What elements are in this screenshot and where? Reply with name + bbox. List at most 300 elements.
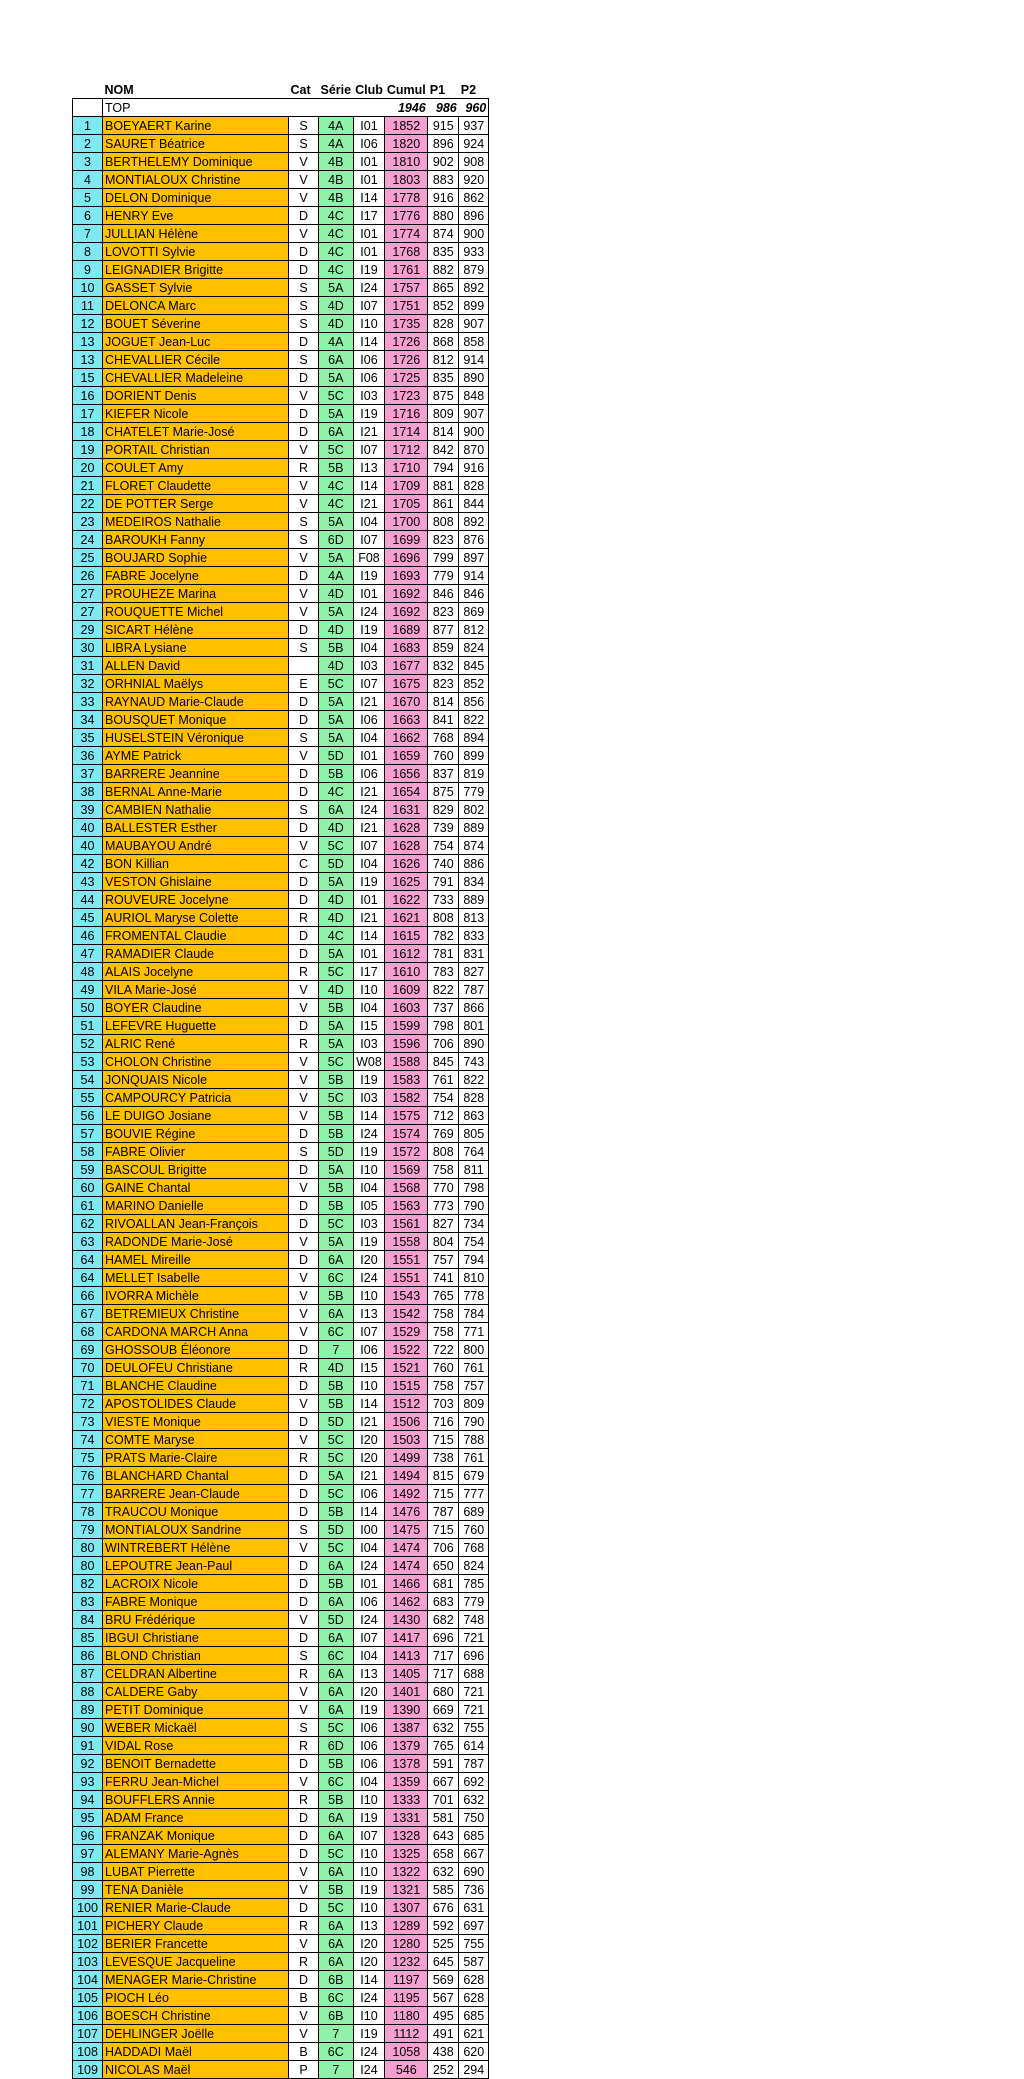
cell-cat: S [289, 729, 319, 747]
cell-p1: 865 [428, 279, 459, 297]
cell-p1: 883 [428, 171, 459, 189]
table-row [73, 459, 489, 477]
table-row [73, 1521, 489, 1539]
cell-p2: 689 [459, 1503, 489, 1521]
cell-cat: V [289, 1269, 319, 1287]
cell-rank: 91 [73, 1737, 103, 1755]
cell-cumul: 1401 [385, 1683, 428, 1701]
cell-cat: D [289, 1377, 319, 1395]
cell-club: I21 [353, 1467, 385, 1485]
cell-nom: DEULOFEU Christiane [103, 1359, 289, 1377]
cell-p2: 822 [459, 711, 489, 729]
cell-p1: 808 [428, 1143, 459, 1161]
cell-cat: S [289, 315, 319, 333]
cell-serie: 5A [319, 1035, 354, 1053]
cell-p1: 881 [428, 477, 459, 495]
cell-cumul: 1628 [385, 837, 428, 855]
cell-cumul: 1405 [385, 1665, 428, 1683]
cell-p2: 614 [459, 1737, 489, 1755]
cell-p2: 777 [459, 1485, 489, 1503]
cell-serie: 5C [319, 1431, 354, 1449]
cell-club: I24 [353, 279, 385, 297]
cell-club: I04 [353, 1539, 385, 1557]
cell-club: I20 [353, 1683, 385, 1701]
cell-cat: D [289, 423, 319, 441]
cell-nom: PRATS Marie-Claire [103, 1449, 289, 1467]
cell-nom: TENA Danièle [103, 1881, 289, 1899]
cell-p1: 632 [428, 1719, 459, 1737]
cell-p2: 889 [459, 891, 489, 909]
cell-cumul: 1112 [385, 2025, 428, 2043]
cell-p2: 798 [459, 1179, 489, 1197]
cell-club: I20 [353, 1935, 385, 1953]
cell-p2: 620 [459, 2043, 489, 2061]
table-row [73, 243, 489, 261]
cell-p1: 814 [428, 693, 459, 711]
cell-nom: BOUJARD Sophie [103, 549, 289, 567]
cell-p2: 785 [459, 1575, 489, 1593]
cell-cat: D [289, 693, 319, 711]
cell-serie: 4A [319, 117, 354, 135]
table-row [73, 1647, 489, 1665]
cell-nom: ADAM France [103, 1809, 289, 1827]
cell-club: I24 [353, 1557, 385, 1575]
cell-club: I19 [353, 1071, 385, 1089]
cell-rank: 25 [73, 549, 103, 567]
cell-club: I17 [353, 963, 385, 981]
cell-nom: LUBAT Pierrette [103, 1863, 289, 1881]
cell-p2: 754 [459, 1233, 489, 1251]
cell-serie: 6C [319, 1647, 354, 1665]
cell-cat: V [289, 495, 319, 513]
cell-cumul: 1689 [385, 621, 428, 639]
cell-p2: 734 [459, 1215, 489, 1233]
cell-nom: BOUVIE Régine [103, 1125, 289, 1143]
cell-p2: 805 [459, 1125, 489, 1143]
cell-rank: 71 [73, 1377, 103, 1395]
cell-cat: S [289, 135, 319, 153]
cell-serie: 5B [319, 1287, 354, 1305]
cell-nom: SAURET Béatrice [103, 135, 289, 153]
cell-rank: 4 [73, 171, 103, 189]
cell-club: I21 [353, 693, 385, 711]
cell-cumul: 1512 [385, 1395, 428, 1413]
cell-rank: 23 [73, 513, 103, 531]
cell-rank: 50 [73, 999, 103, 1017]
table-row [73, 549, 489, 567]
cell-p1: 680 [428, 1683, 459, 1701]
cell-cat: D [289, 1971, 319, 1989]
cell-rank: 35 [73, 729, 103, 747]
cell-serie: 4D [319, 657, 354, 675]
cell-p1: 823 [428, 675, 459, 693]
cell-serie: 6A [319, 1863, 354, 1881]
cell-nom: BLANCHE Claudine [103, 1377, 289, 1395]
cell-cat: V [289, 585, 319, 603]
cell-nom: MELLET Isabelle [103, 1269, 289, 1287]
cell-cat: V [289, 981, 319, 999]
cell-p2: 908 [459, 153, 489, 171]
cell-serie: 6A [319, 1935, 354, 1953]
cell-rank: 104 [73, 1971, 103, 1989]
cell-p2: 846 [459, 585, 489, 603]
cell-club: I24 [353, 2061, 385, 2079]
table-row [73, 423, 489, 441]
cell-p2: 834 [459, 873, 489, 891]
cell-club: W08 [353, 1053, 385, 1071]
cell-rank: 13 [73, 351, 103, 369]
cell-serie: 4C [319, 927, 354, 945]
cell-club: I04 [353, 729, 385, 747]
cell-cat: V [289, 1233, 319, 1251]
cell-serie: 5B [319, 1575, 354, 1593]
cell-serie: 4D [319, 585, 354, 603]
table-row [73, 1755, 489, 1773]
cell-p1: 740 [428, 855, 459, 873]
cell-club: I01 [353, 117, 385, 135]
cell-cumul: 1522 [385, 1341, 428, 1359]
cell-cumul: 1331 [385, 1809, 428, 1827]
cell-club: I13 [353, 1917, 385, 1935]
cell-cat: V [289, 1539, 319, 1557]
cell-serie: 5B [319, 639, 354, 657]
table-row [73, 387, 489, 405]
cell-rank: 80 [73, 1557, 103, 1575]
cell-rank: 12 [73, 315, 103, 333]
cell-rank: 64 [73, 1251, 103, 1269]
cell-cat: D [289, 1125, 319, 1143]
cell-p2: 876 [459, 531, 489, 549]
cell-rank: 89 [73, 1701, 103, 1719]
cell-cumul: 1195 [385, 1989, 428, 2007]
cell-serie: 5C [319, 1719, 354, 1737]
cell-rank: 15 [73, 369, 103, 387]
cell-nom: FERRU Jean-Michel [103, 1773, 289, 1791]
cell-serie: 6B [319, 2007, 354, 2025]
cell-club: I19 [353, 567, 385, 585]
cell-rank: 8 [73, 243, 103, 261]
cell-rank: 86 [73, 1647, 103, 1665]
cell-cat: P [289, 2061, 319, 2079]
cell-p2: 827 [459, 963, 489, 981]
top-serie [319, 99, 354, 117]
table-row [73, 1629, 489, 1647]
table-row [73, 207, 489, 225]
cell-cumul: 1726 [385, 351, 428, 369]
top-cat [289, 99, 319, 117]
cell-cat: V [289, 153, 319, 171]
cell-cumul: 1417 [385, 1629, 428, 1647]
cell-rank: 78 [73, 1503, 103, 1521]
cell-nom: RAMADIER Claude [103, 945, 289, 963]
cell-rank: 58 [73, 1143, 103, 1161]
table-row [73, 1971, 489, 1989]
table-row [73, 1071, 489, 1089]
table-row [73, 621, 489, 639]
cell-rank: 26 [73, 567, 103, 585]
cell-serie: 5C [319, 1053, 354, 1071]
cell-cumul: 1774 [385, 225, 428, 243]
table-row [73, 1035, 489, 1053]
cell-rank: 53 [73, 1053, 103, 1071]
cell-cumul: 1725 [385, 369, 428, 387]
cell-nom: MEDEIROS Nathalie [103, 513, 289, 531]
cell-p1: 632 [428, 1863, 459, 1881]
cell-club: I24 [353, 1269, 385, 1287]
cell-p2: 721 [459, 1629, 489, 1647]
cell-cat: D [289, 765, 319, 783]
cell-club: I04 [353, 513, 385, 531]
cell-cumul: 1709 [385, 477, 428, 495]
cell-nom: LEFEVRE Huguette [103, 1017, 289, 1035]
table-row [73, 873, 489, 891]
cell-p1: 682 [428, 1611, 459, 1629]
cell-p1: 715 [428, 1521, 459, 1539]
cell-club: I19 [353, 1881, 385, 1899]
cell-nom: DE POTTER Serge [103, 495, 289, 513]
cell-cumul: 1474 [385, 1539, 428, 1557]
cell-p2: 764 [459, 1143, 489, 1161]
cell-nom: BOUSQUET Monique [103, 711, 289, 729]
cell-p1: 827 [428, 1215, 459, 1233]
cell-rank: 51 [73, 1017, 103, 1035]
cell-cat: V [289, 1611, 319, 1629]
table-row [73, 1341, 489, 1359]
cell-serie: 5A [319, 603, 354, 621]
cell-cat: R [289, 459, 319, 477]
cell-nom: WEBER Mickaël [103, 1719, 289, 1737]
cell-cat: D [289, 945, 319, 963]
cell-nom: BARRERE Jeannine [103, 765, 289, 783]
cell-rank: 69 [73, 1341, 103, 1359]
cell-rank: 43 [73, 873, 103, 891]
cell-cumul: 1280 [385, 1935, 428, 1953]
cell-cumul: 1625 [385, 873, 428, 891]
cell-club: I10 [353, 1377, 385, 1395]
cell-rank: 72 [73, 1395, 103, 1413]
cell-p1: 683 [428, 1593, 459, 1611]
cell-cat: D [289, 621, 319, 639]
cell-p2: 809 [459, 1395, 489, 1413]
cell-rank: 22 [73, 495, 103, 513]
cell-nom: BON Killian [103, 855, 289, 873]
cell-club: I10 [353, 2007, 385, 2025]
cell-club: I19 [353, 2025, 385, 2043]
cell-p2: 892 [459, 513, 489, 531]
cell-rank: 54 [73, 1071, 103, 1089]
cell-p1: 761 [428, 1071, 459, 1089]
table-row [73, 1197, 489, 1215]
cell-p1: 706 [428, 1035, 459, 1053]
cell-p1: 741 [428, 1269, 459, 1287]
header-nom: NOM [104, 82, 134, 97]
cell-p1: 859 [428, 639, 459, 657]
table-row [73, 1017, 489, 1035]
cell-club: I14 [353, 1395, 385, 1413]
cell-serie: 5A [319, 549, 354, 567]
cell-nom: IVORRA Michèle [103, 1287, 289, 1305]
cell-p2: 858 [459, 333, 489, 351]
cell-rank: 109 [73, 2061, 103, 2079]
cell-cumul: 1675 [385, 675, 428, 693]
cell-cumul: 1621 [385, 909, 428, 927]
cell-nom: LOVOTTI Sylvie [103, 243, 289, 261]
cell-p1: 591 [428, 1755, 459, 1773]
cell-p1: 832 [428, 657, 459, 675]
cell-rank: 74 [73, 1431, 103, 1449]
cell-cat: S [289, 1647, 319, 1665]
cell-rank: 88 [73, 1683, 103, 1701]
cell-p1: 902 [428, 153, 459, 171]
cell-club: I14 [353, 927, 385, 945]
cell-nom: ROUQUETTE Michel [103, 603, 289, 621]
cell-cumul: 1474 [385, 1557, 428, 1575]
cell-club: I06 [353, 765, 385, 783]
cell-cat: D [289, 1215, 319, 1233]
cell-p1: 875 [428, 387, 459, 405]
cell-cat: D [289, 1251, 319, 1269]
cell-p1: 757 [428, 1251, 459, 1269]
cell-club: I10 [353, 1161, 385, 1179]
cell-p2: 914 [459, 567, 489, 585]
cell-p2: 621 [459, 2025, 489, 2043]
cell-cumul: 1503 [385, 1431, 428, 1449]
cell-cat: S [289, 531, 319, 549]
cell-nom: CHATELET Marie-José [103, 423, 289, 441]
cell-cat: D [289, 405, 319, 423]
cell-p2: 831 [459, 945, 489, 963]
table-row [73, 837, 489, 855]
cell-nom: KIEFER Nicole [103, 405, 289, 423]
cell-cumul: 1599 [385, 1017, 428, 1035]
table-row [73, 1827, 489, 1845]
cell-cumul: 1572 [385, 1143, 428, 1161]
cell-nom: GASSET Sylvie [103, 279, 289, 297]
cell-nom: FABRE Olivier [103, 1143, 289, 1161]
cell-p1: 781 [428, 945, 459, 963]
cell-cat: S [289, 639, 319, 657]
cell-cat: V [289, 1323, 319, 1341]
cell-rank: 27 [73, 603, 103, 621]
cell-club: I14 [353, 1971, 385, 1989]
cell-club: I00 [353, 1521, 385, 1539]
cell-p1: 495 [428, 2007, 459, 2025]
cell-nom: FROMENTAL Claudie [103, 927, 289, 945]
cell-cat: R [289, 1917, 319, 1935]
cell-cat: D [289, 1467, 319, 1485]
cell-p1: 804 [428, 1233, 459, 1251]
table-row [73, 1467, 489, 1485]
table-row [73, 1431, 489, 1449]
cell-rank: 19 [73, 441, 103, 459]
table-row [73, 2043, 489, 2061]
cell-p1: 252 [428, 2061, 459, 2079]
table-row [73, 927, 489, 945]
cell-p2: 890 [459, 1035, 489, 1053]
cell-p2: 844 [459, 495, 489, 513]
cell-rank: 107 [73, 2025, 103, 2043]
cell-club: I19 [353, 1809, 385, 1827]
cell-serie: 5A [319, 369, 354, 387]
cell-rank: 36 [73, 747, 103, 765]
cell-cumul: 1712 [385, 441, 428, 459]
cell-p1: 703 [428, 1395, 459, 1413]
cell-serie: 5A [319, 1233, 354, 1251]
cell-p2: 899 [459, 747, 489, 765]
cell-cat: D [289, 1755, 319, 1773]
cell-serie: 4C [319, 477, 354, 495]
cell-serie: 6C [319, 1989, 354, 2007]
cell-club: I24 [353, 1989, 385, 2007]
cell-nom: ALAIS Jocelyne [103, 963, 289, 981]
table-row [73, 891, 489, 909]
cell-p2: 899 [459, 297, 489, 315]
cell-nom: BASCOUL Brigitte [103, 1161, 289, 1179]
cell-cumul: 1359 [385, 1773, 428, 1791]
cell-serie: 6A [319, 423, 354, 441]
cell-rank: 34 [73, 711, 103, 729]
table-row [73, 945, 489, 963]
cell-rank: 57 [73, 1125, 103, 1143]
cell-rank: 10 [73, 279, 103, 297]
cell-serie: 5C [319, 1845, 354, 1863]
table-row [73, 1593, 489, 1611]
cell-cat: V [289, 1287, 319, 1305]
cell-p2: 802 [459, 801, 489, 819]
cell-p1: 491 [428, 2025, 459, 2043]
cell-cumul: 1677 [385, 657, 428, 675]
cell-cat: V [289, 225, 319, 243]
cell-rank: 63 [73, 1233, 103, 1251]
cell-cat: R [289, 1665, 319, 1683]
cell-p2: 866 [459, 999, 489, 1017]
top-club [353, 99, 385, 117]
cell-cat: D [289, 1341, 319, 1359]
cell-p1: 861 [428, 495, 459, 513]
cell-cat: D [289, 1485, 319, 1503]
cell-p2: 914 [459, 351, 489, 369]
cell-p1: 717 [428, 1665, 459, 1683]
cell-p1: 882 [428, 261, 459, 279]
cell-club: I01 [353, 225, 385, 243]
cell-p1: 643 [428, 1827, 459, 1845]
cell-p2: 863 [459, 1107, 489, 1125]
cell-cumul: 1197 [385, 1971, 428, 1989]
cell-rank: 13 [73, 333, 103, 351]
cell-cumul: 1778 [385, 189, 428, 207]
cell-p1: 645 [428, 1953, 459, 1971]
cell-p1: 875 [428, 783, 459, 801]
cell-cat: S [289, 279, 319, 297]
cell-club: I07 [353, 297, 385, 315]
cell-rank: 100 [73, 1899, 103, 1917]
cell-serie: 5B [319, 1791, 354, 1809]
cell-serie: 5C [319, 387, 354, 405]
cell-p1: 758 [428, 1377, 459, 1395]
cell-rank: 16 [73, 387, 103, 405]
cell-p2: 848 [459, 387, 489, 405]
cell-p1: 791 [428, 873, 459, 891]
cell-rank: 52 [73, 1035, 103, 1053]
cell-cumul: 1751 [385, 297, 428, 315]
header-club: Club [355, 82, 383, 97]
cell-serie: 5C [319, 441, 354, 459]
cell-p2: 896 [459, 207, 489, 225]
cell-p1: 669 [428, 1701, 459, 1719]
cell-serie: 5A [319, 1161, 354, 1179]
table-row [73, 1485, 489, 1503]
cell-cumul: 1232 [385, 1953, 428, 1971]
